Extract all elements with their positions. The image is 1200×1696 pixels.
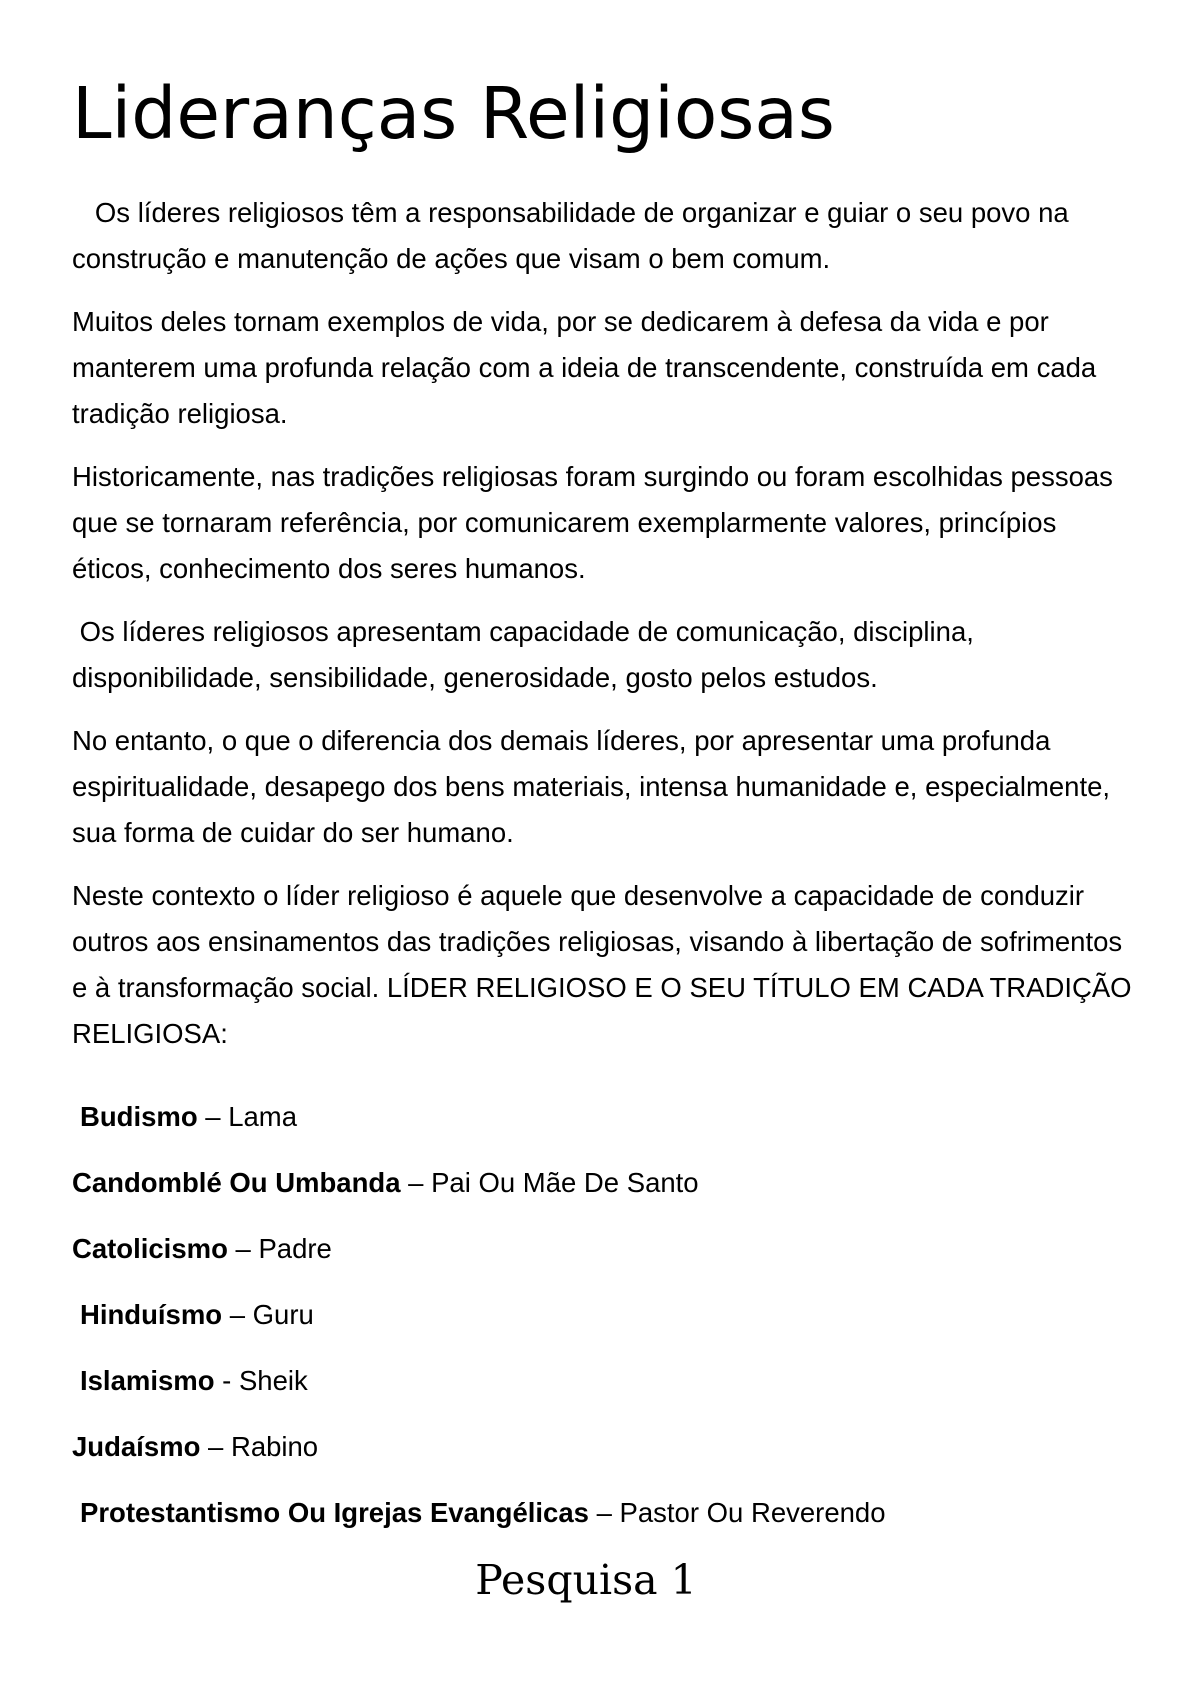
list-item	[72, 1292, 1140, 1338]
list-item	[72, 1358, 1140, 1404]
religion-name: Islamismo	[80, 1365, 215, 1396]
separator: –	[400, 1167, 432, 1198]
list-item	[72, 1160, 1140, 1206]
leader-title: Sheik	[238, 1365, 308, 1396]
leader-title: Lama	[228, 1101, 298, 1132]
religion-name: Hinduísmo	[80, 1299, 223, 1330]
religion-name: Candomblé Ou Umbanda	[72, 1167, 401, 1198]
footer	[0, 1552, 1200, 1608]
paragraph-intro: Os líderes religiosos têm a responsabilidade de organizar e guiar o seu povo na construção e manutenção de ações que visam o bem comum.	[72, 197, 1077, 274]
religion-name: Protestantismo Ou Igrejas Evangélicas	[80, 1497, 589, 1528]
religion-name: Judaísmo	[72, 1431, 201, 1462]
separator: –	[222, 1299, 253, 1330]
paragraph-examples: Muitos deles tornam exemplos de vida, por se dedicarem à defesa da vida e por manterem uma profunda relação com a ideia de transcendente, construída em cada tradição religiosa.	[72, 306, 1097, 429]
separator: -	[214, 1365, 239, 1396]
religion-name: Budismo	[80, 1101, 198, 1132]
list-item	[72, 1094, 1140, 1140]
footer-label: Pesquisa 1	[475, 1556, 697, 1604]
leader-title: Rabino	[230, 1431, 319, 1462]
separator: –	[227, 1233, 259, 1264]
leader-title: Guru	[252, 1299, 314, 1330]
religion-name: Catolicismo	[72, 1233, 228, 1264]
leader-title: Pastor Ou Reverendo	[619, 1497, 886, 1528]
leaders-list	[72, 1094, 1140, 1556]
paragraph-context: Neste contexto o líder religioso é aquele que desenvolve a capacidade de conduzir outros aos ensinamentos das tradições religiosas, visando à libertação de sofrimentos e à transformação social. LÍDER RELIGIOSO E O SEU TÍTULO EM CADA TRADIÇÃO RELIGIOSA:	[72, 880, 1132, 1049]
list-item	[72, 1424, 1140, 1470]
list-item	[72, 1226, 1140, 1272]
paragraph-qualities: Os líderes religiosos apresentam capacidade de comunicação, disciplina, disponibilidade, sensibilidade, generosidade, gosto pelos estudos.	[72, 616, 982, 693]
page-title: Lideranças Religiosas	[72, 72, 835, 155]
separator: –	[588, 1497, 620, 1528]
body-text	[72, 190, 1140, 1074]
leader-title: Padre	[258, 1233, 332, 1264]
list-item	[72, 1490, 1140, 1536]
paragraph-difference: No entanto, o que o diferencia dos demais líderes, por apresentar uma profunda espiritualidade, desapego dos bens materiais, intensa humanidade e, especialmente, sua forma de cuidar do ser humano.	[72, 725, 1111, 848]
paragraph-history: Historicamente, nas tradições religiosas foram surgindo ou foram escolhidas pessoas que se tornaram referência, por comunicarem exemplarmente valores, princípios éticos, conhecimento dos seres humanos.	[72, 461, 1113, 584]
separator: –	[200, 1431, 231, 1462]
leader-title: Pai Ou Mãe De Santo	[431, 1167, 699, 1198]
separator: –	[197, 1101, 229, 1132]
